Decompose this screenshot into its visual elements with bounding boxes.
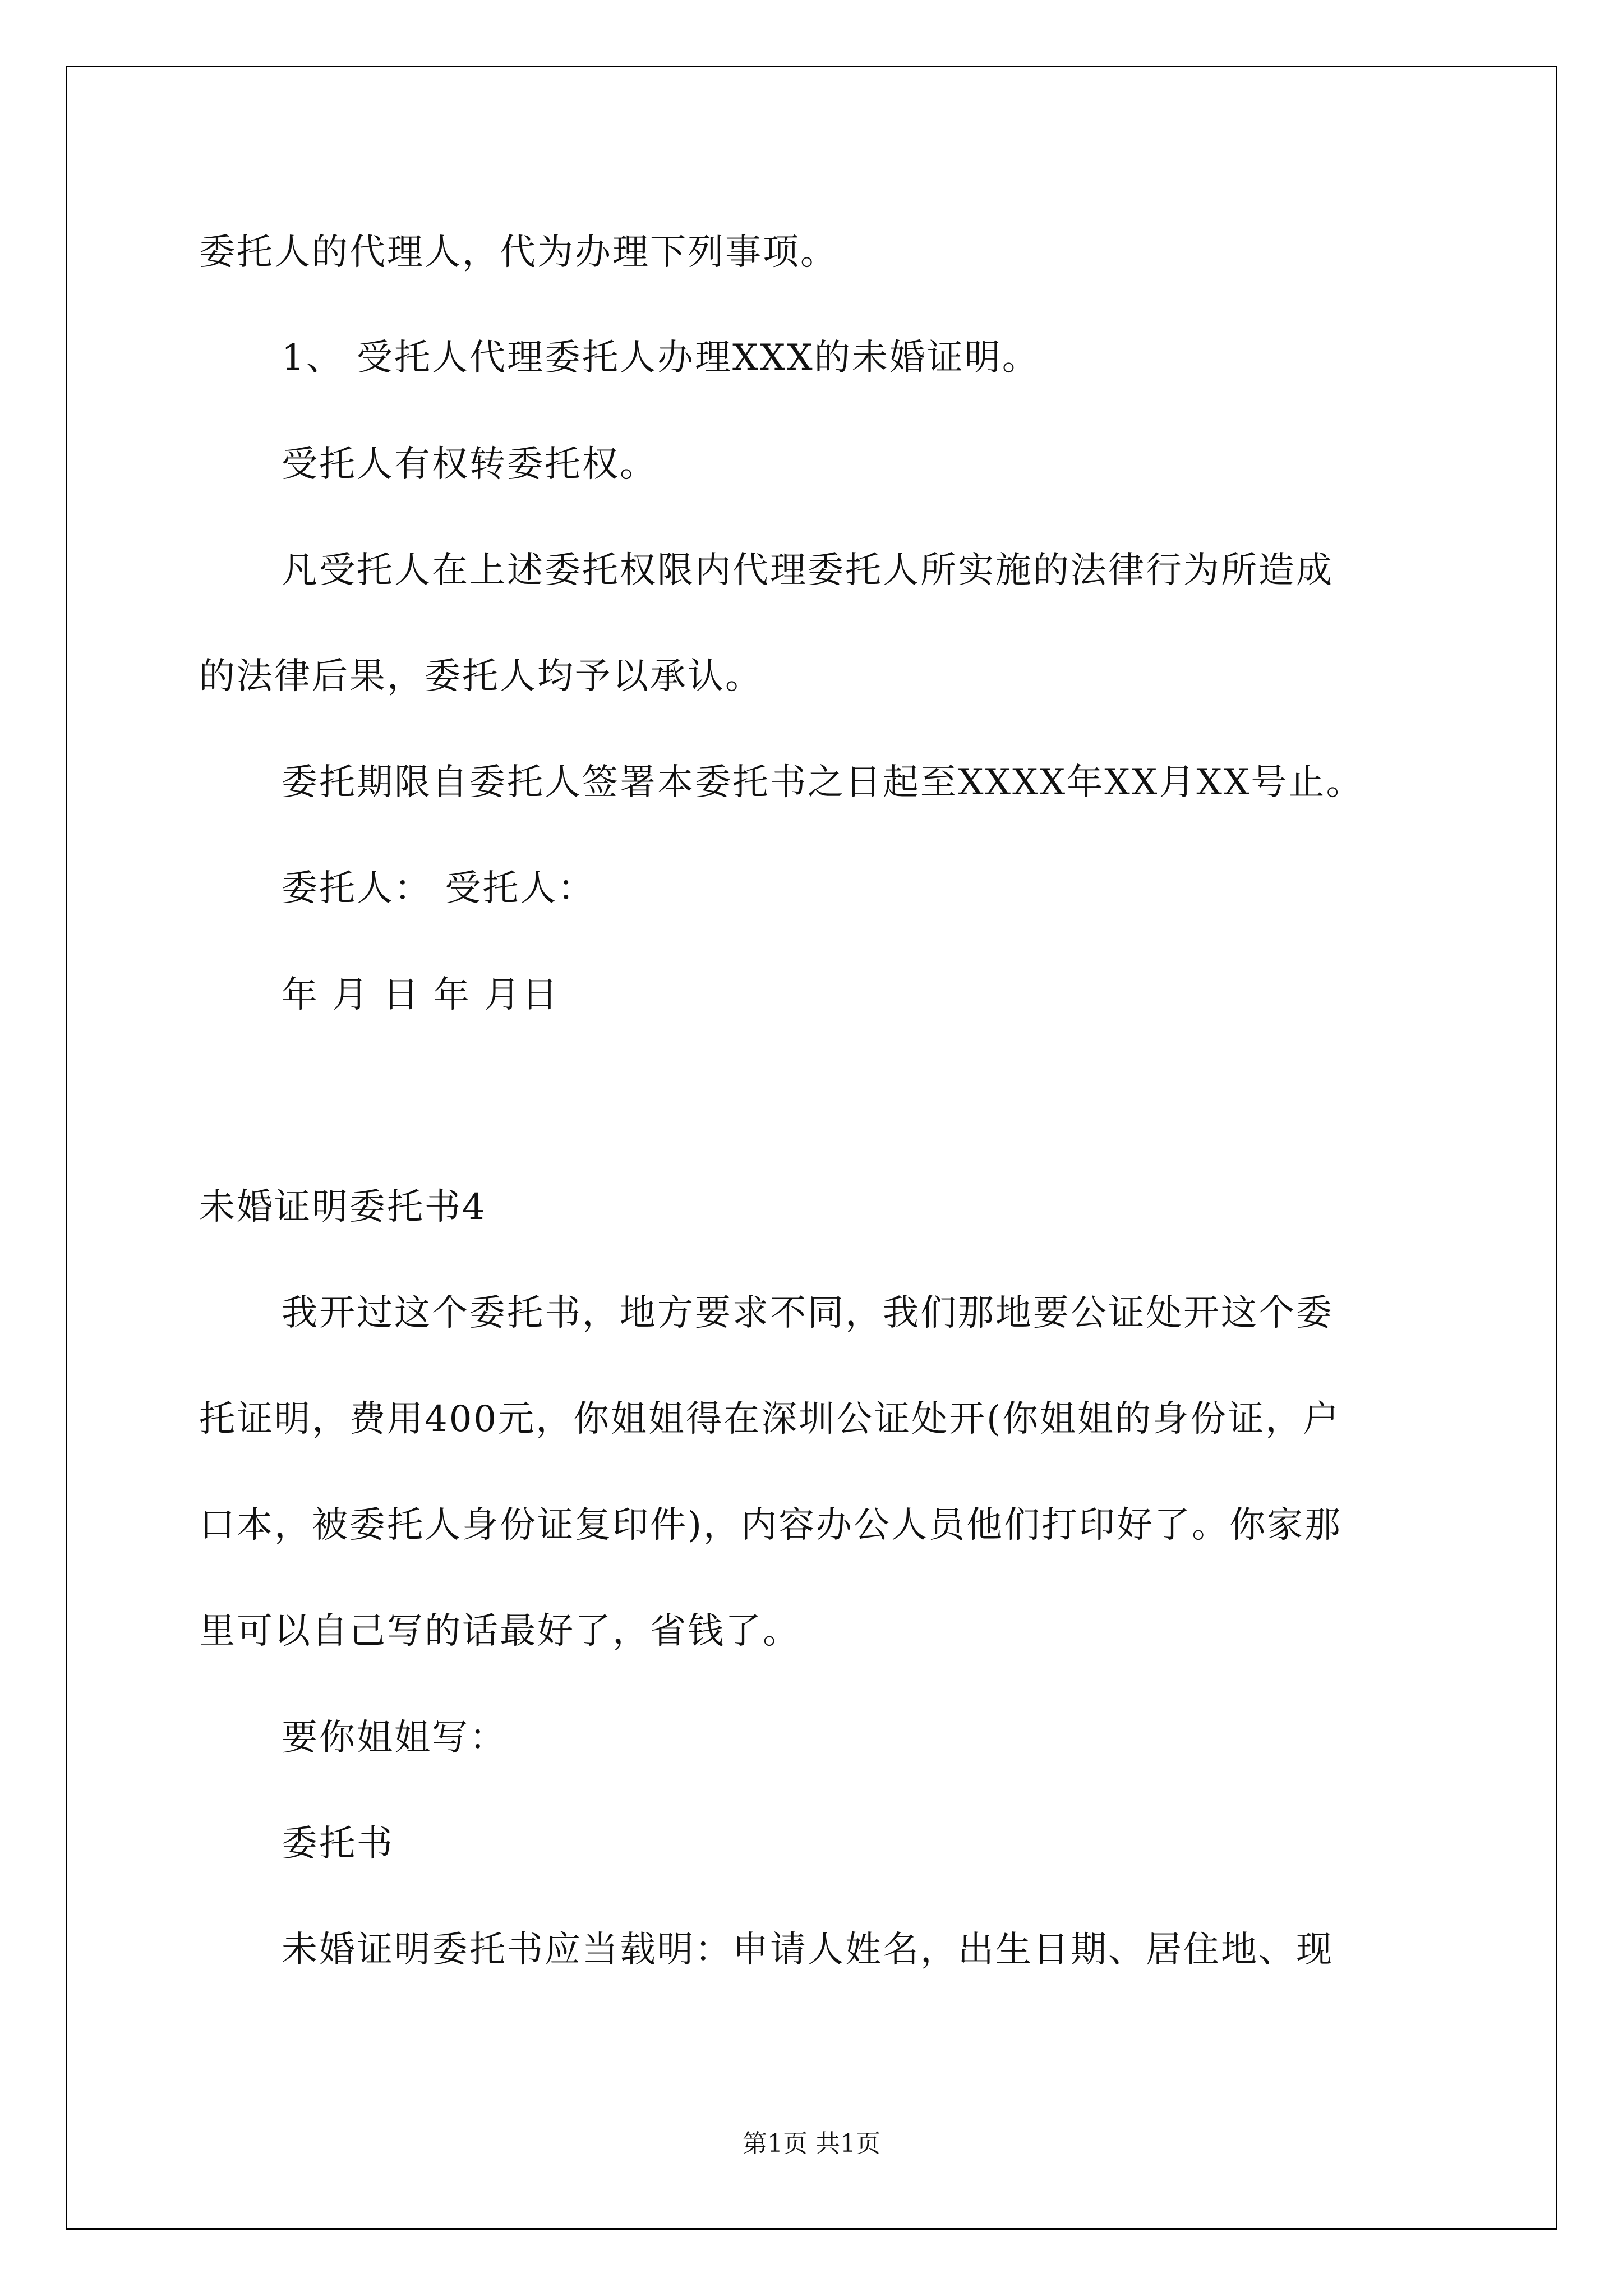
- date-labels: 年 月 日 年 月日: [282, 974, 560, 1016]
- signature-labels: 委托人： 受托人：: [282, 868, 596, 909]
- text-line: 要你姐姐写：: [282, 1717, 507, 1759]
- page-footer: 第1页 共1页: [743, 2129, 880, 2158]
- section-heading: 未婚证明委托书4: [199, 1186, 487, 1228]
- text-line: 里可以自己写的话最好了，省钱了。: [199, 1611, 800, 1652]
- text-line: 我开过这个委托书，地方要求不同，我们那地要公证处开这个委: [282, 1292, 1334, 1334]
- text-line: 委托期限自委托人签署本委托书之日起至XXXX年XX月XX号止。: [282, 762, 1364, 803]
- text-line: 受托人有权转委托权。: [282, 444, 657, 485]
- text-line: 未婚证明委托书应当载明：申请人姓名，出生日期、居住地、现: [282, 1929, 1334, 1971]
- text-line: 凡受托人在上述委托权限内代理委托人所实施的法律行为所造成: [282, 550, 1334, 591]
- page-border: [66, 66, 1557, 2230]
- list-item: 1、 受托人代理委托人办理XXX的未婚证明。: [282, 337, 1040, 379]
- text-line: 托证明，费用400元，你姐姐得在深圳公证处开(你姐姐的身份证，户: [199, 1398, 1341, 1440]
- text-line: 委托书: [282, 1823, 394, 1865]
- text-line: 委托人的代理人，代为办理下列事项。: [199, 232, 838, 273]
- text-line: 的法律后果，委托人均予以承认。: [199, 656, 763, 697]
- text-line: 口本，被委托人身份证复印件)，内容办公人员他们打印好了。你家那: [199, 1504, 1342, 1546]
